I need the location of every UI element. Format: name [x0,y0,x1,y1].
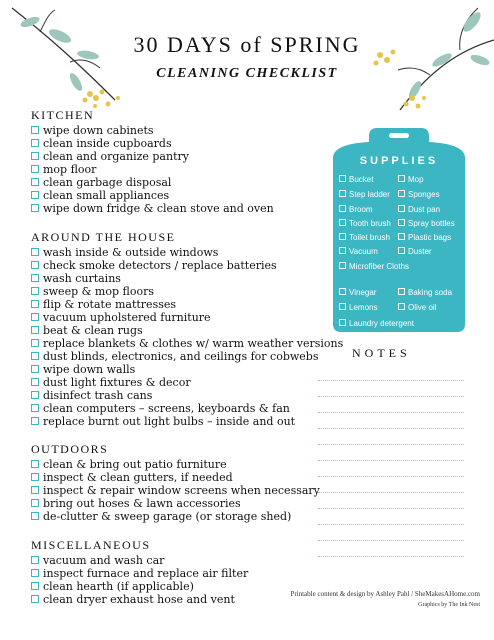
checkbox[interactable] [398,247,405,254]
checkbox[interactable] [31,378,39,386]
checkbox[interactable] [31,365,39,373]
checkbox[interactable] [31,473,39,481]
supply-item: Spray bottles [398,219,455,229]
checkbox[interactable] [31,417,39,425]
checkbox[interactable] [339,262,346,269]
list-item: inspect & clean gutters, if needed [31,471,320,484]
list-item: check smoke detectors / replace batteries [31,259,343,272]
notes-title: NOTES [352,346,411,360]
notes-line[interactable] [318,556,464,557]
outdoors-list [31,458,320,523]
notes-line[interactable] [318,428,464,429]
checkbox[interactable] [31,313,39,321]
checkbox[interactable] [398,205,405,212]
checkbox[interactable] [398,219,405,226]
checkbox[interactable] [31,486,39,494]
checkbox[interactable] [398,175,405,182]
checkbox[interactable] [31,191,39,199]
list-item: clean and organize pantry [31,150,274,163]
section-title-miscellaneous: MISCELLANEOUS [31,538,151,552]
checkbox[interactable] [31,499,39,507]
list-item: de-clutter & sweep garage (or storage shed) [31,510,320,523]
checkbox[interactable] [339,190,346,197]
checkbox[interactable] [339,233,346,240]
list-item: clean small appliances [31,189,274,202]
page-subtitle: CLEANING CHECKLIST [156,66,338,81]
notes-line[interactable] [318,460,464,461]
section-title-outdoors: OUTDOORS [31,442,109,456]
notes-line[interactable] [318,412,464,413]
section-title-kitchen: KITCHEN [31,108,95,122]
notes-line[interactable] [318,540,464,541]
checkbox[interactable] [31,126,39,134]
checkbox[interactable] [31,460,39,468]
list-item: disinfect trash cans [31,389,343,402]
notes-line[interactable] [318,380,464,381]
checkbox[interactable] [339,219,346,226]
notes-line[interactable] [318,508,464,509]
graphics-credit: Graphics by The Ink Nest [418,602,480,608]
list-item: wipe down fridge & clean stove and oven [31,202,274,215]
checkbox[interactable] [31,326,39,334]
supplies-title: SUPPLIES [359,155,439,167]
notes-line[interactable] [318,524,464,525]
checkbox[interactable] [31,261,39,269]
supply-item: Laundry detergent [339,319,414,329]
list-item: clean dryer exhaust hose and vent [31,593,248,606]
supply-item: Mop [398,175,424,185]
list-item: clean computers – screens, keyboards & fan [31,402,343,415]
supply-item: Baking soda [398,288,452,298]
right-branch-illustration [360,0,494,120]
supply-item: Bucket [339,175,373,185]
list-item: clean & bring out patio furniture [31,458,320,471]
checkbox[interactable] [31,556,39,564]
around-the-house-list [31,246,343,428]
page-title: 30 DAYS of SPRING [133,32,361,57]
list-item: replace blankets & clothes w/ warm weather versions [31,337,343,350]
supply-item: Olive oil [398,303,436,313]
checkbox[interactable] [31,404,39,412]
checkbox[interactable] [31,204,39,212]
list-item: inspect & repair window screens when necessary [31,484,320,497]
checkbox[interactable] [339,205,346,212]
checkbox[interactable] [398,190,405,197]
list-item: sweep & mop floors [31,285,343,298]
list-item: wash inside & outside windows [31,246,343,259]
list-item: dust blinds, electronics, and ceilings for cobwebs [31,350,343,363]
supply-item: Vacuum [339,247,378,257]
list-item: inspect furnace and replace air filter [31,567,248,580]
checkbox[interactable] [31,274,39,282]
miscellaneous-list [31,554,248,606]
supply-item: Broom [339,205,373,215]
supply-item: Dust pan [398,205,440,215]
checkbox[interactable] [31,152,39,160]
supply-item: Lemons [339,303,377,313]
checkbox[interactable] [31,569,39,577]
checkbox[interactable] [339,288,346,295]
list-item: clean inside cupboards [31,137,274,150]
kitchen-list [31,124,274,215]
checkbox[interactable] [398,288,405,295]
list-item: clean hearth (if applicable) [31,580,248,593]
supply-item: Sponges [398,190,440,200]
checkbox[interactable] [339,175,346,182]
checkbox[interactable] [339,303,346,310]
list-item: clean garbage disposal [31,176,274,189]
checkbox[interactable] [31,339,39,347]
notes-line[interactable] [318,492,464,493]
notes-line[interactable] [318,444,464,445]
section-title-around-the-house: AROUND THE HOUSE [31,230,176,244]
notes-line[interactable] [318,396,464,397]
checkbox[interactable] [339,319,346,326]
checkbox[interactable] [31,139,39,147]
list-item: flip & rotate mattresses [31,298,343,311]
supply-item: Step ladder [339,190,390,200]
checkbox[interactable] [339,247,346,254]
list-item: wipe down cabinets [31,124,274,137]
list-item: wipe down walls [31,363,343,376]
checkbox[interactable] [31,582,39,590]
list-item: replace burnt out light bulbs – inside and out [31,415,343,428]
checkbox[interactable] [31,178,39,186]
checkbox[interactable] [31,300,39,308]
checkbox[interactable] [31,248,39,256]
checkbox[interactable] [31,165,39,173]
list-item: vacuum and wash car [31,554,248,567]
list-item: mop floor [31,163,274,176]
supply-item: Duster [398,247,432,257]
supply-item: Toilet brush [339,233,390,243]
supply-item: Plastic bags [398,233,451,243]
list-item: wash curtains [31,272,343,285]
checkbox[interactable] [31,391,39,399]
list-item: dust light fixtures & decor [31,376,343,389]
checkbox[interactable] [398,303,405,310]
checkbox[interactable] [31,287,39,295]
checkbox[interactable] [31,595,39,603]
notes-line[interactable] [318,476,464,477]
supply-item: Vinegar [339,288,376,298]
list-item: bring out hoses & lawn accessories [31,497,320,510]
list-item: beat & clean rugs [31,324,343,337]
checkbox[interactable] [31,352,39,360]
checkbox[interactable] [31,512,39,520]
checkbox[interactable] [398,233,405,240]
design-credit: Printable content & design by Ashley Pahl / SheMakesAHome.com [290,590,480,598]
list-item: vacuum upholstered furniture [31,311,343,324]
supply-item: Tooth brush [339,219,391,229]
supply-item: Microfiber Cloths [339,262,409,272]
